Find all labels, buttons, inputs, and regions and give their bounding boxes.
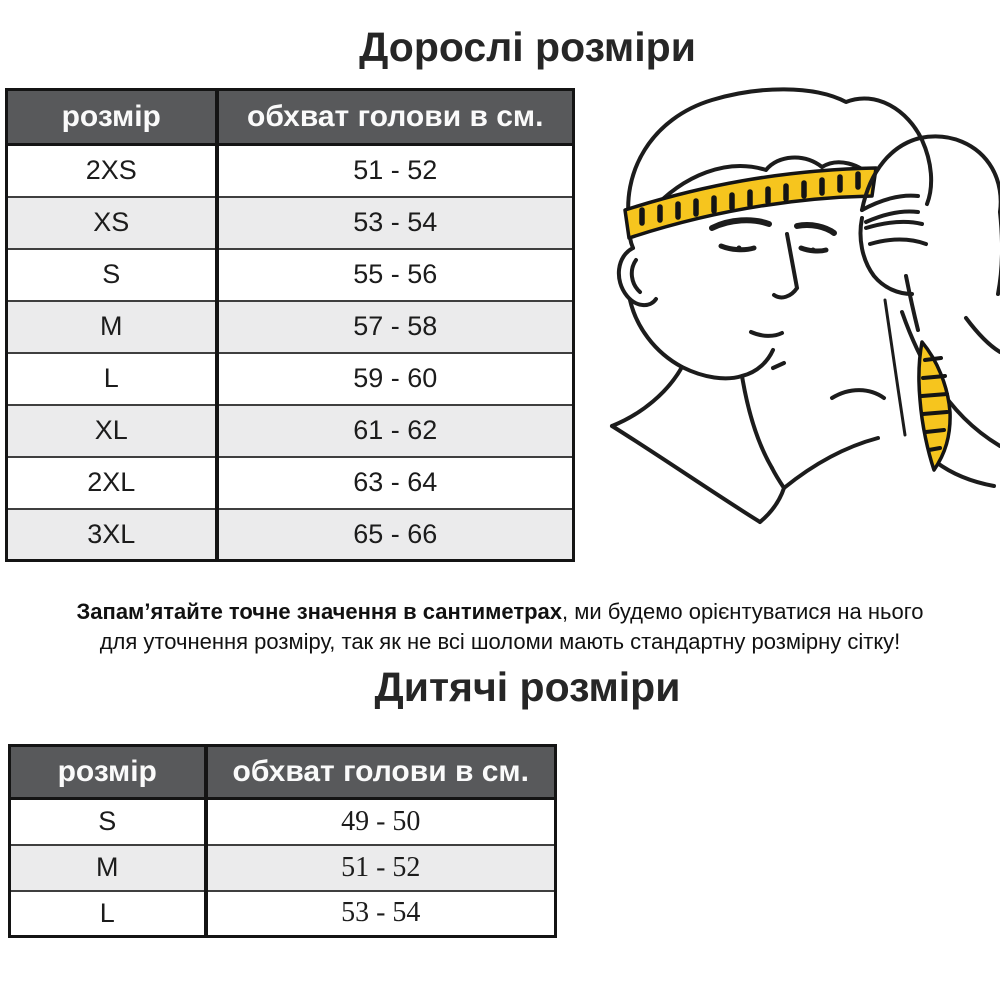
kids-size-table	[8, 744, 557, 938]
range-cell: 65 - 66	[217, 509, 574, 561]
range-cell: 51 - 52	[206, 845, 556, 891]
table-row	[7, 405, 574, 457]
circumference-column-header: обхват голови в см.	[217, 90, 574, 145]
size-cell: L	[7, 353, 217, 405]
size-cell: M	[7, 301, 217, 353]
size-cell: L	[10, 891, 206, 937]
adult-size-table	[5, 88, 575, 562]
table-row	[7, 353, 574, 405]
ear	[619, 248, 656, 305]
note-line-1: Запам’ятайте точне значення в сантиметрах, ми будемо орієнтуватися на нього	[76, 599, 924, 624]
range-cell: 49 - 50	[206, 799, 556, 845]
size-cell: XS	[7, 197, 217, 249]
range-cell: 63 - 64	[217, 457, 574, 509]
size-cell: S	[98, 806, 117, 837]
range-cell: 59 - 60	[217, 353, 574, 405]
table-row	[7, 301, 574, 353]
size-cell: S	[7, 249, 217, 301]
size-cell: XL	[7, 405, 217, 457]
measuring-tape-tail	[919, 342, 950, 470]
size-cell: M	[10, 845, 206, 891]
table-row	[7, 249, 574, 301]
range-cell: 53 - 54	[217, 197, 574, 249]
size-column-header: розмір	[7, 90, 217, 145]
range-cell: 51 - 52	[217, 145, 574, 197]
size-cell: 3XL	[7, 509, 217, 561]
range-cell: 55 - 56	[217, 249, 574, 301]
table-row	[7, 509, 574, 561]
table-row	[7, 145, 574, 197]
size-note	[0, 597, 1000, 657]
head-measurement-illustration	[600, 60, 1000, 580]
adult-sizes-title: Дорослі розміри	[359, 24, 696, 70]
jaw	[630, 300, 773, 378]
table-row	[10, 891, 556, 937]
table-header-row	[7, 90, 574, 145]
table-header-row	[10, 746, 556, 799]
range-cell: 57 - 58	[217, 301, 574, 353]
range-cell: 53 - 54	[206, 891, 556, 937]
table-row	[10, 845, 556, 891]
kids-sizes-title: Дитячі розміри	[374, 664, 681, 710]
nose	[774, 234, 797, 297]
size-cell: 2XL	[7, 457, 217, 509]
range-cell: 61 - 62	[217, 405, 574, 457]
circumference-column-header: обхват голови в см.	[206, 746, 556, 799]
note-line-2: для уточнення розміру, так як не всі шоломи мають стандартну розмірну сітку!	[99, 629, 901, 654]
size-column-header: розмір	[10, 746, 206, 799]
table-row	[7, 457, 574, 509]
measuring-tape-band	[625, 168, 876, 238]
table-row	[10, 799, 556, 845]
table-row	[7, 197, 574, 249]
size-cell: 2XS	[85, 155, 137, 186]
eyebrows	[712, 220, 834, 233]
